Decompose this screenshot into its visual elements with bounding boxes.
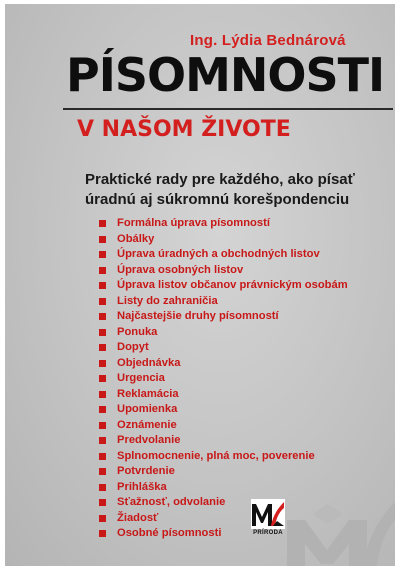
contents-item-label: Sťažnosť, odvolanie — [117, 496, 226, 508]
contents-item-label: Splnomocnenie, plná moc, poverenie — [117, 449, 315, 462]
contents-item — [99, 216, 348, 232]
book-subtitle: V NAŠOM ŽIVOTE — [77, 117, 291, 142]
bullet-icon — [99, 391, 106, 398]
bullet-icon — [99, 282, 106, 289]
contents-item-label: Objednávka — [117, 356, 181, 369]
bullet-icon — [99, 220, 106, 227]
contents-item — [99, 433, 348, 449]
contents-item-label: Predvolanie — [117, 434, 181, 446]
contents-item — [99, 387, 348, 403]
contents-item — [99, 278, 348, 294]
contents-item — [99, 294, 348, 310]
contents-item-label: Urgencia — [117, 372, 165, 384]
contents-item-label: Reklamácia — [117, 387, 179, 400]
contents-item-label: Obálky — [117, 232, 155, 245]
contents-item-label: Listy do zahraničia — [117, 294, 218, 307]
bullet-icon — [99, 344, 106, 351]
bullet-icon — [99, 422, 106, 429]
bullet-icon — [99, 236, 106, 243]
contents-item — [99, 418, 348, 434]
book-title: PÍSOMNOSTI — [66, 48, 385, 102]
contents-item — [99, 340, 348, 356]
bullet-icon — [99, 530, 106, 537]
title-divider — [63, 108, 393, 110]
contents-item-label: Prihláška — [117, 480, 167, 493]
contents-item — [99, 309, 348, 325]
contents-item-label: Upomienka — [117, 403, 178, 415]
contents-item — [99, 232, 348, 248]
contents-item-label: Úprava úradných a obchodných listov — [117, 248, 320, 260]
bullet-icon — [99, 375, 106, 382]
contents-item — [99, 371, 348, 387]
tagline-line-2: úradnú aj súkromnú korešpondenciu — [85, 191, 350, 208]
contents-item-label: Formálna úprava písomností — [117, 217, 270, 229]
contents-item-label: Dopyt — [117, 341, 149, 353]
publisher-logo-icon — [251, 499, 285, 529]
bullet-icon — [99, 329, 106, 336]
bullet-icon — [99, 484, 106, 491]
bullet-icon — [99, 267, 106, 274]
contents-item — [99, 325, 348, 341]
bullet-icon — [99, 499, 106, 506]
bullet-icon — [99, 360, 106, 367]
bullet-icon — [99, 437, 106, 444]
contents-item — [99, 247, 348, 263]
bullet-icon — [99, 453, 106, 460]
contents-item-label: Osobné písomnosti — [117, 527, 222, 539]
contents-item-label: Úprava listov občanov právnickým osobám — [117, 279, 348, 291]
book-cover — [5, 4, 395, 566]
contents-item-label: Potvrdenie — [117, 465, 175, 477]
publisher-watermark-icon — [283, 474, 395, 566]
contents-item-label: Ponuka — [117, 325, 158, 338]
bullet-icon — [99, 468, 106, 475]
tagline-line-1: Praktické rady pre každého, ako písať — [85, 171, 355, 188]
bullet-icon — [99, 298, 106, 305]
contents-item-label: Oznámenie — [117, 418, 177, 431]
contents-item — [99, 449, 348, 465]
contents-item — [99, 263, 348, 279]
author-name: Ing. Lýdia Bednárová — [190, 32, 346, 49]
publisher-name: PRÍRODA — [253, 530, 283, 536]
contents-item-label: Žiadosť — [117, 511, 159, 524]
bullet-icon — [99, 313, 106, 320]
contents-item — [99, 356, 348, 372]
bullet-icon — [99, 406, 106, 413]
contents-item-label: Úprava osobných listov — [117, 263, 244, 276]
tagline — [85, 170, 355, 210]
publisher-logo — [251, 499, 285, 536]
contents-item-label: Najčastejšie druhy písomností — [117, 310, 279, 322]
contents-item — [99, 402, 348, 418]
bullet-icon — [99, 515, 106, 522]
bullet-icon — [99, 251, 106, 258]
